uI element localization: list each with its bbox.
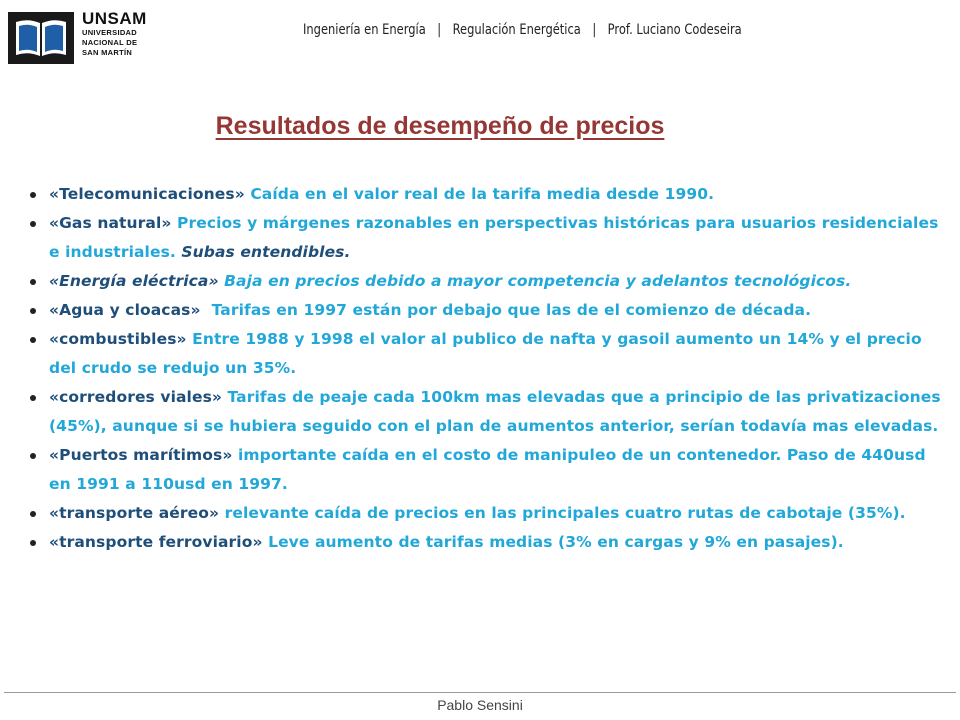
bullet-text: Baja en precios debido a mayor competencia y adelantos tecnológicos. — [218, 272, 852, 290]
bullet-text: relevante caída de precios en las principales cuatro rutas de cabotaje (35%). — [219, 504, 906, 522]
bullet-text: Entre 1988 y 1998 el valor al publico de nafta y gasoil aumento un 14% y el precio del crudo se redujo un 35%. — [49, 330, 922, 377]
footer-author: Pablo Sensini — [437, 697, 523, 713]
bullet-label: «combustibles» — [49, 330, 187, 348]
header-course: Ingeniería en Energía — [303, 22, 426, 38]
logo-line-1: UNIVERSIDAD — [82, 28, 137, 37]
bullet-roads — [30, 383, 950, 441]
bullet-air-transport — [30, 499, 950, 528]
bullet-label: «Agua y cloacas» — [49, 301, 201, 319]
bullet-label: «corredores viales» — [49, 388, 223, 406]
bullet-telecom — [30, 180, 950, 209]
header-separator: | — [437, 22, 442, 38]
bullet-label: «Energía eléctrica» — [49, 272, 219, 290]
bullet-text: Tarifas en 1997 están por debajo que las de el comienzo de década. — [200, 301, 812, 319]
bullet-label: «Telecomunicaciones» — [49, 185, 245, 203]
bullet-emphasis: Subas entendibles. — [181, 243, 351, 261]
bullet-text: Caída en el valor real de la tarifa media desde 1990. — [244, 185, 715, 203]
bullet-ports — [30, 441, 950, 499]
unsam-logo — [6, 4, 156, 64]
bullet-label: «transporte ferroviario» — [49, 533, 263, 551]
header-subject: Regulación Energética — [452, 22, 581, 38]
slide-title: Resultados de desempeño de precios — [215, 112, 665, 140]
bullet-gas — [30, 209, 950, 267]
logo-line-3: SAN MARTÍN — [82, 48, 133, 57]
open-book-logo-icon — [8, 12, 74, 64]
header-professor: Prof. Luciano Codeseira — [607, 22, 742, 38]
bullet-fuels — [30, 325, 950, 383]
bullet-label: «Puertos marítimos» — [49, 446, 233, 464]
logo-line-2: NACIONAL DE — [82, 38, 138, 47]
bullet-electricity — [30, 267, 950, 296]
header-separator: | — [592, 22, 597, 38]
logo-name: UNSAM — [82, 9, 147, 28]
bullet-rail-transport — [30, 528, 950, 557]
bullet-text: Leve aumento de tarifas medias (3% en cargas y 9% en pasajes). — [262, 533, 844, 551]
bullet-text: Tarifas de peaje cada 100km mas elevadas que a principio de las privatizaciones (45%), aunque si se hubiera seguido con el plan de aumentos anterior, serían todavía mas elevadas. — [49, 388, 941, 435]
bullet-text: Precios y márgenes razonables en perspectivas históricas para usuarios residenciales e industriales. — [49, 214, 939, 261]
bullet-label: «Gas natural» — [49, 214, 172, 232]
bullet-water — [30, 296, 950, 325]
bullet-list — [30, 180, 950, 557]
bullet-text: importante caída en el costo de manipuleo de un contenedor. Paso de 440usd en 1991 a 110usd en 1997. — [49, 446, 926, 493]
bullet-label: «transporte aéreo» — [49, 504, 220, 522]
footer-divider — [4, 692, 956, 693]
header-line — [303, 22, 828, 38]
